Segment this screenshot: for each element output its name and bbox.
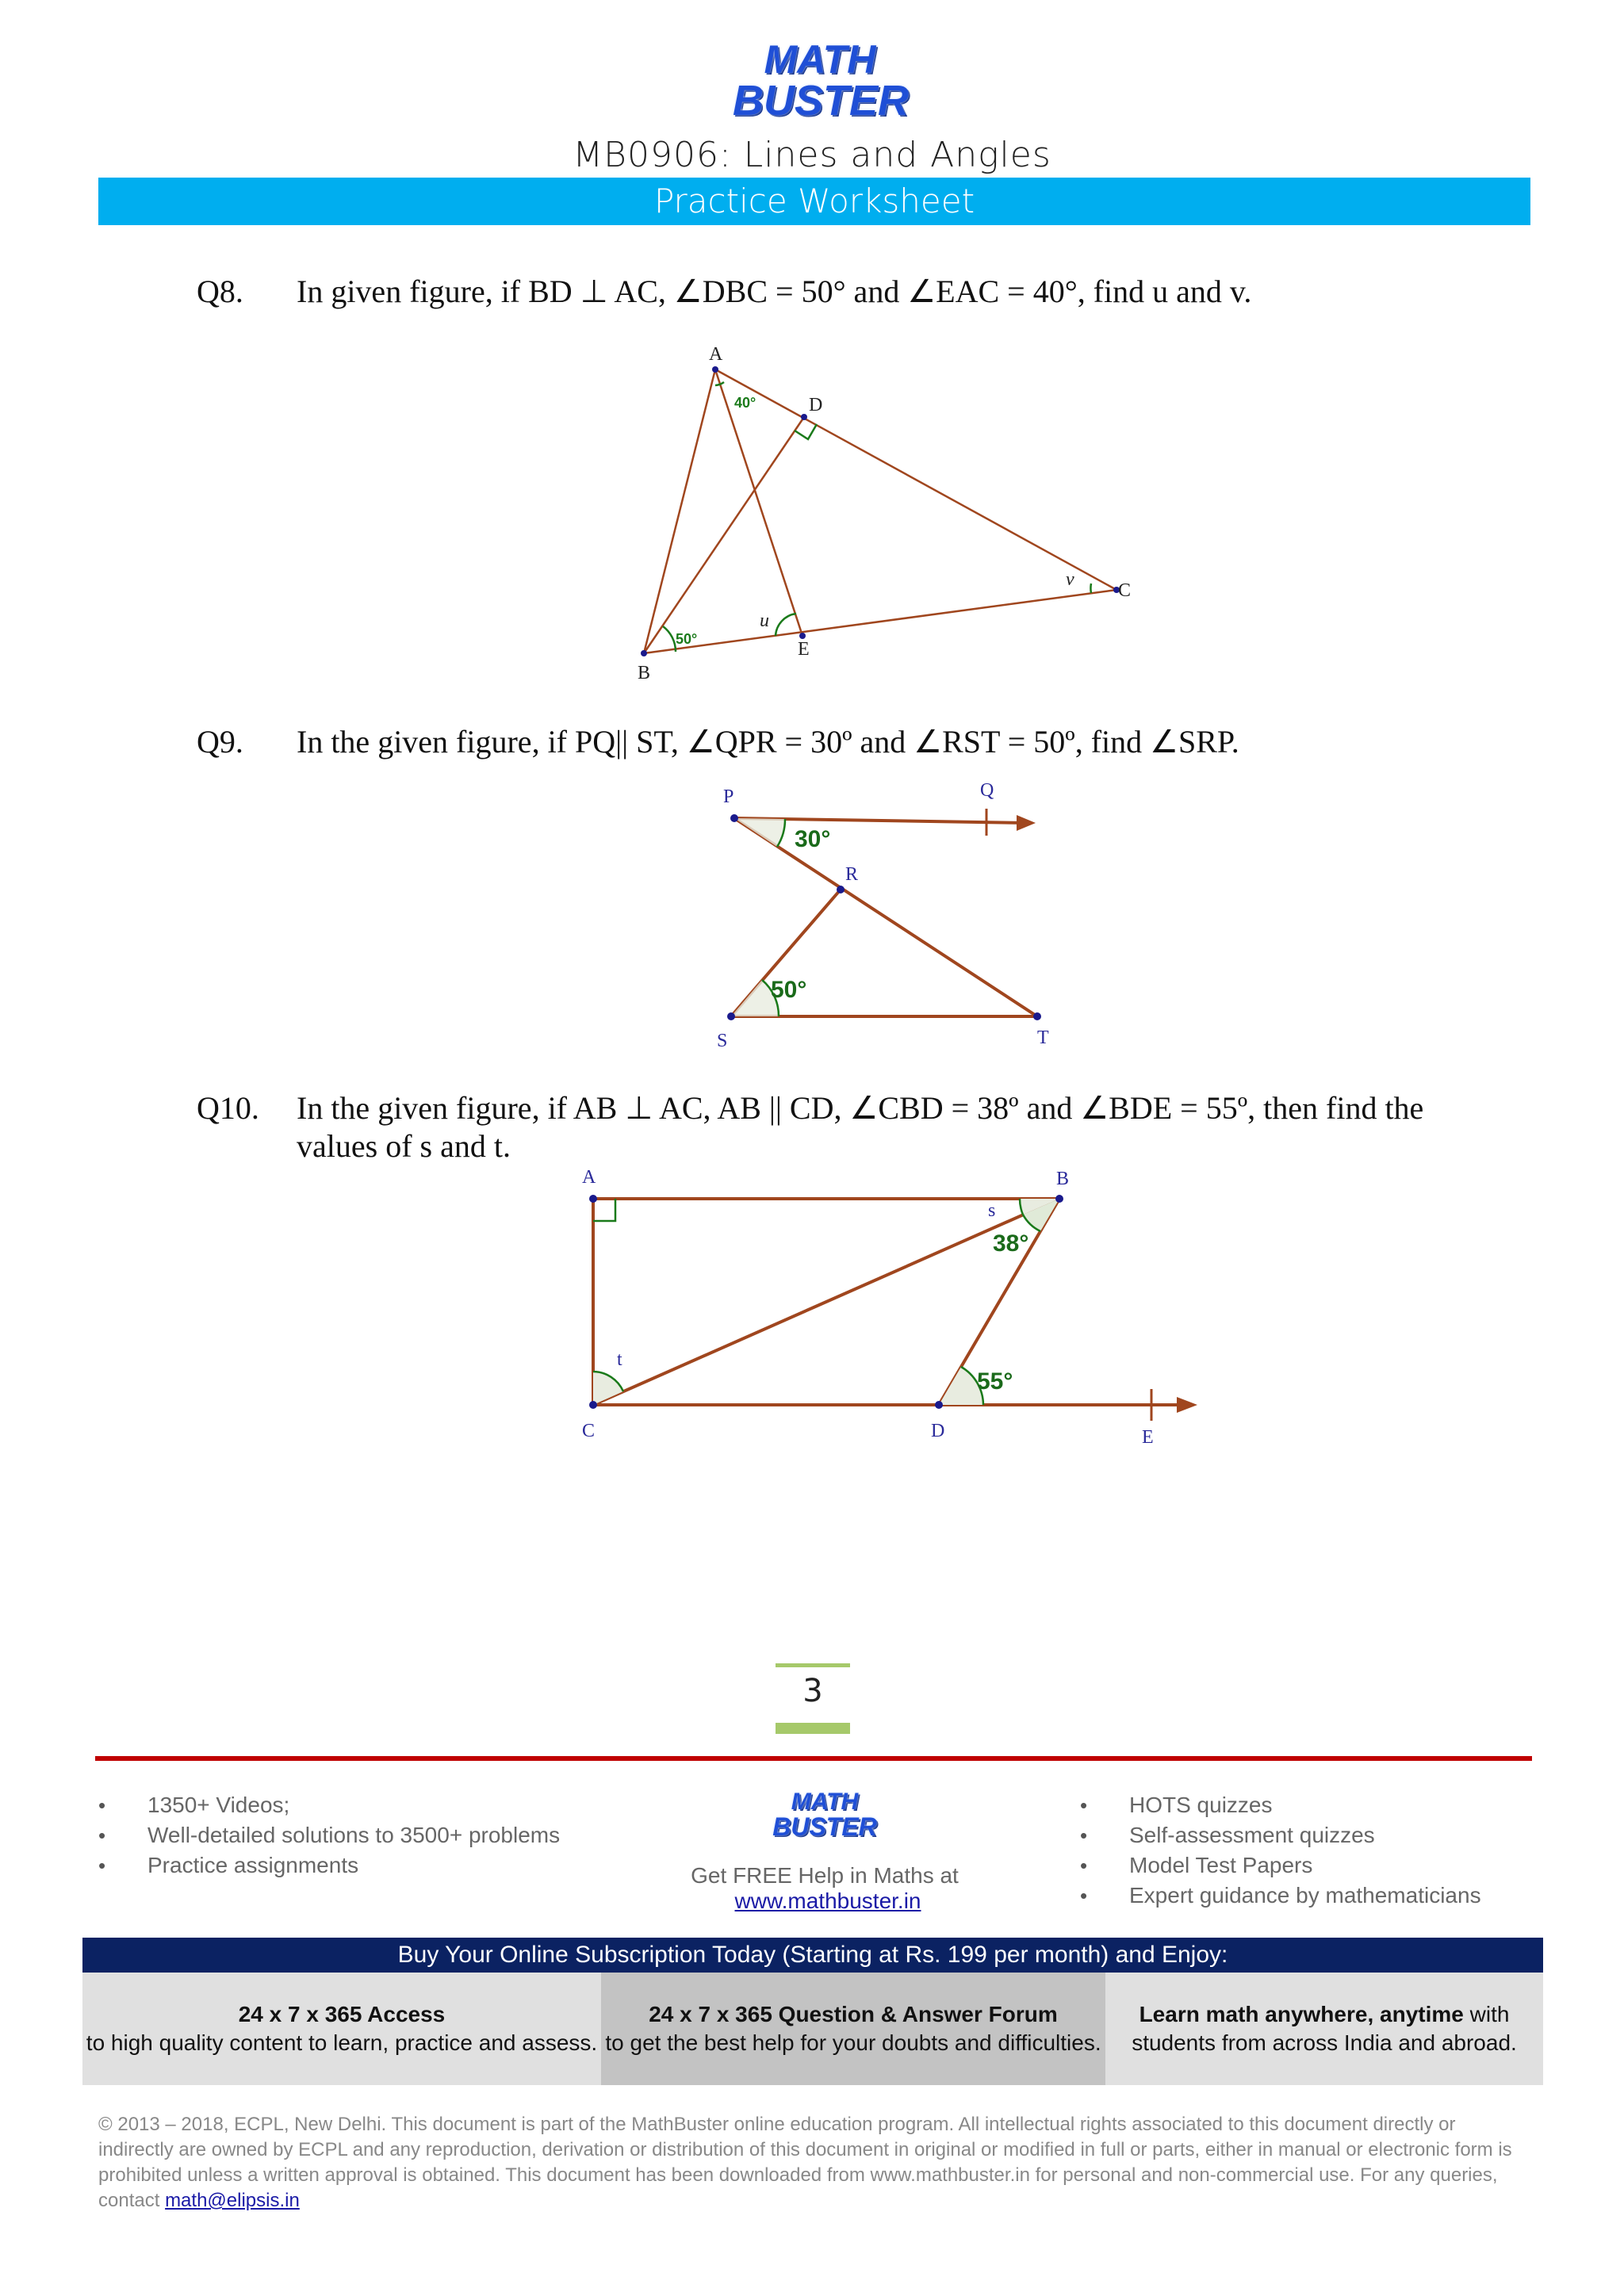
label-a: A [582, 1167, 596, 1188]
question-10-figure [571, 1158, 1205, 1459]
page-number-rule-top [776, 1663, 850, 1667]
angle-label-55: 55° [977, 1368, 1013, 1395]
segment-bd [644, 417, 804, 653]
segment-ab [644, 369, 715, 653]
benefit-forum-title: 24 x 7 x 365 Question & Answer Forum [649, 2002, 1058, 2026]
point-d [801, 414, 807, 420]
list-item: • HOTS quizzes [1080, 1790, 1524, 1820]
label-p: P [723, 786, 734, 807]
point-c [589, 1401, 597, 1409]
point-a [712, 366, 718, 373]
list-item: • Expert guidance by mathematicians [1080, 1881, 1524, 1911]
label-a: A [709, 344, 723, 365]
mathbuster-link[interactable]: www.mathbuster.in [734, 1888, 921, 1913]
question-10-number: Q10. [197, 1090, 259, 1126]
benefit-anywhere-text: students from across India and abroad. [1132, 2030, 1517, 2055]
angle-label-50: 50° [771, 977, 807, 1003]
point-a [589, 1195, 597, 1203]
label-q: Q [980, 780, 994, 801]
right-angle-mark-a [593, 1199, 615, 1221]
label-e: E [798, 639, 810, 660]
benefit-forum-text: to get the best help for your doubts and difficulties. [605, 2030, 1101, 2055]
point-e [799, 633, 806, 639]
point-t [1033, 1012, 1041, 1020]
list-item: • Well-detailed solutions to 3500+ problems [98, 1820, 590, 1850]
angle-label-38: 38° [993, 1230, 1029, 1257]
question-10-line-2: values of s and t. [297, 1128, 511, 1164]
question-8-text: In given figure, if BD ⊥ AC, ∠DBC = 50° and ∠EAC = 40°, find u and v. [297, 274, 1252, 309]
label-u: u [760, 610, 769, 631]
angle-label-40: 40° [734, 395, 756, 411]
label-d: D [809, 395, 823, 415]
document-title: MB0906: Lines and Angles [573, 135, 1051, 175]
label-d: D [931, 1421, 945, 1441]
label-b: B [638, 663, 651, 683]
benefit-anywhere-title: Learn math anywhere, anytime [1139, 2002, 1464, 2026]
header-logo [733, 37, 910, 133]
label-t: T [1037, 1027, 1049, 1048]
free-help-text [603, 1863, 1047, 1914]
label-b: B [1056, 1169, 1070, 1189]
list-item: • Model Test Papers [1080, 1850, 1524, 1881]
question-8-figure [619, 341, 1158, 690]
logo-line-1: MATH [764, 37, 876, 82]
point-s [727, 1012, 735, 1020]
question-10-line-1: In the given figure, if AB ⊥ AC, AB || CD, ∠CBD = 38º and ∠BDE = 55º, then find the [297, 1090, 1424, 1126]
angle-shade-p [734, 818, 785, 847]
contact-email-link[interactable]: math@elipsis.in [165, 2190, 300, 2211]
point-r [837, 886, 845, 894]
angle-label-50: 50° [676, 631, 698, 647]
label-s: s [988, 1200, 996, 1221]
question-9-figure [682, 777, 1063, 1054]
segment-ac [715, 369, 1116, 590]
footer-features-left [98, 1790, 590, 1881]
label-t: t [617, 1349, 622, 1370]
copyright-text: © 2013 – 2018, ECPL, New Delhi. This document is part of the MathBuster online education program. All intellectual rights associated to this document directly or indirectly are owned by ECPL and any reproduction, derivation or distribution of this document in original or modified in full or parts, either in manual or electronic form is prohibited unless a written approval is obtained. This document has been downloaded from www.mathbuster.in for personal and non-commercial use. For any queries, contact [98, 2114, 1512, 2211]
angle-mark-c [1090, 584, 1091, 593]
label-e: E [1142, 1427, 1154, 1448]
footer-divider [95, 1756, 1532, 1761]
point-b [1055, 1195, 1063, 1203]
benefit-access-title: 24 x 7 x 365 Access [238, 2002, 446, 2026]
benefit-anywhere [1105, 1973, 1543, 2085]
page-number-rule-bottom [776, 1723, 850, 1734]
worksheet-banner: Practice Worksheet [98, 178, 1530, 225]
label-c: C [582, 1421, 596, 1441]
question-10-text [297, 1089, 1534, 1165]
angle-label-30: 30° [795, 826, 831, 852]
point-b [641, 650, 647, 656]
segment-bc [644, 590, 1116, 653]
list-item: • Practice assignments [98, 1850, 590, 1881]
page-number: 3 [802, 1673, 823, 1709]
list-item: • Self-assessment quizzes [1080, 1820, 1524, 1850]
label-s: S [717, 1031, 728, 1051]
copyright-notice [98, 2112, 1526, 2214]
point-p [730, 814, 738, 822]
free-help-label: Get FREE Help in Maths at [691, 1863, 959, 1888]
footer-logo-line-2: BUSTER [772, 1812, 877, 1841]
subscription-banner: Buy Your Online Subscription Today (Starting at Rs. 199 per month) and Enjoy: [82, 1938, 1543, 1973]
benefit-access-text: to high quality content to learn, practice and assess. [86, 2030, 598, 2055]
arrowhead-e [1177, 1397, 1197, 1413]
label-r: R [845, 864, 859, 885]
benefit-access [82, 1973, 601, 2085]
arrowhead-q [1017, 815, 1036, 831]
list-item: • 1350+ Videos; [98, 1790, 590, 1820]
label-c: C [1118, 580, 1132, 601]
question-9-text: In the given figure, if PQ|| ST, ∠QPR = 30º and ∠RST = 50º, find ∠SRP. [297, 724, 1239, 760]
footer-features-right [1080, 1790, 1524, 1911]
point-d [935, 1401, 943, 1409]
logo-line-2: BUSTER [733, 77, 910, 124]
label-v: v [1066, 569, 1074, 590]
footer-logo [771, 1790, 879, 1844]
benefit-anywhere-suffix: with [1463, 2002, 1510, 2026]
question-8-number: Q8. [197, 274, 243, 309]
angle-mark-b [663, 626, 676, 652]
benefit-forum [601, 1973, 1105, 2085]
footer-logo-line-1: MATH [791, 1789, 859, 1815]
question-9-number: Q9. [197, 724, 243, 760]
